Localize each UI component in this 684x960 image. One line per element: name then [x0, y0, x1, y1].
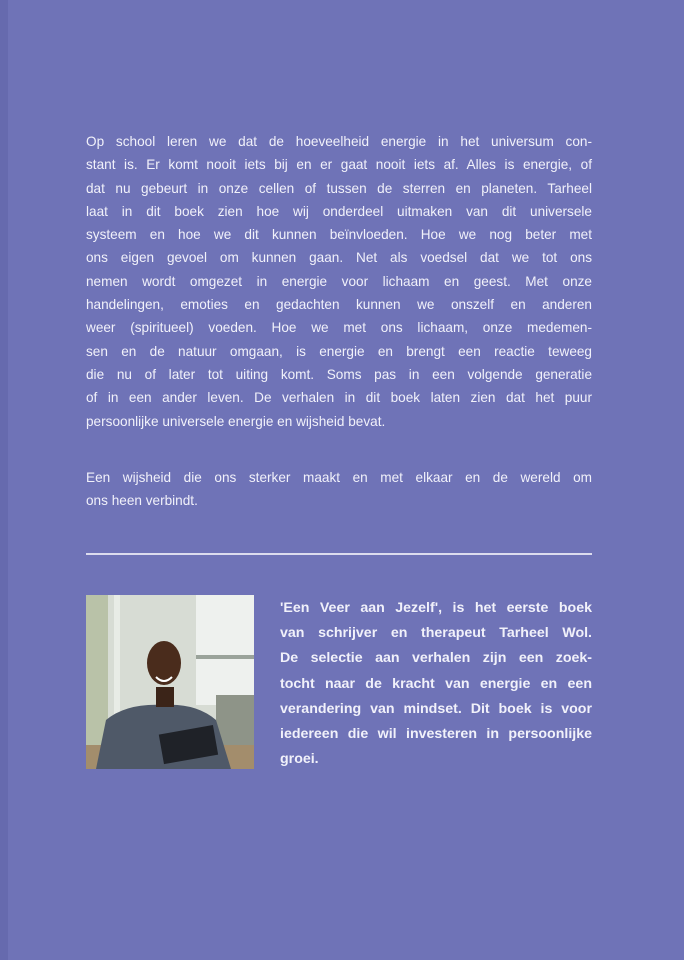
text-line: dat nu gebeurt in onze cellen of tussen de sterren en planeten. Tarheel: [86, 180, 592, 196]
text-line: sen en de natuur omgaan, is energie en brengt een reactie teweeg: [86, 343, 592, 359]
divider: [86, 553, 592, 555]
author-bio: [280, 596, 592, 772]
text-line: systeem en hoe we dit kunnen beïnvloeden. Hoe we nog beter met: [86, 227, 592, 243]
second-paragraph: [86, 466, 592, 513]
text-line: verandering van mindset. Dit boek is voor: [280, 700, 592, 717]
text-line: ons heen verbindt.: [86, 493, 198, 509]
text-line: nemen wordt omgezet in energie voor lichaam en geest. Met onze: [86, 273, 592, 289]
text-line: tocht naar de kracht van energie en een: [280, 675, 592, 692]
main-paragraph: [86, 130, 592, 433]
author-photo: [86, 595, 254, 769]
text-line: handelingen, emoties en gedachten kunnen we onszelf en anderen: [86, 297, 592, 313]
text-line: laat in dit boek zien hoe wij onderdeel uitmaken van dit universele: [86, 203, 592, 219]
text-line: Een wijsheid die ons sterker maakt en met elkaar en de wereld om: [86, 470, 592, 485]
text-line: van schrijver en therapeut Tarheel Wol.: [280, 625, 592, 642]
book-spine-edge: [0, 0, 8, 960]
text-line: iedereen die wil investeren in persoonlijke: [280, 725, 592, 742]
text-line: Op school leren we dat de hoeveelheid energie in het universum con-: [86, 134, 592, 149]
text-line: die nu of later tot uiting komt. Soms pas in een volgende generatie: [86, 366, 592, 382]
text-line: groei.: [280, 751, 319, 768]
text-line: persoonlijke universele energie en wijsheid bevat.: [86, 413, 386, 429]
text-line: De selectie aan verhalen zijn een zoek-: [280, 650, 592, 667]
text-line: weer (spiritueel) voeden. Hoe we met ons lichaam, onze medemen-: [86, 320, 592, 336]
text-line: ons eigen gevoel om kunnen gaan. Net als voedsel dat we tot ons: [86, 250, 592, 266]
text-line: stant is. Er komt nooit iets bij en er gaat nooit iets af. Alles is energie, of: [86, 157, 592, 173]
text-line: of in een ander leven. De verhalen in dit boek laten zien dat het puur: [86, 390, 592, 406]
text-line: 'Een Veer aan Jezelf', is het eerste boek: [280, 600, 592, 616]
